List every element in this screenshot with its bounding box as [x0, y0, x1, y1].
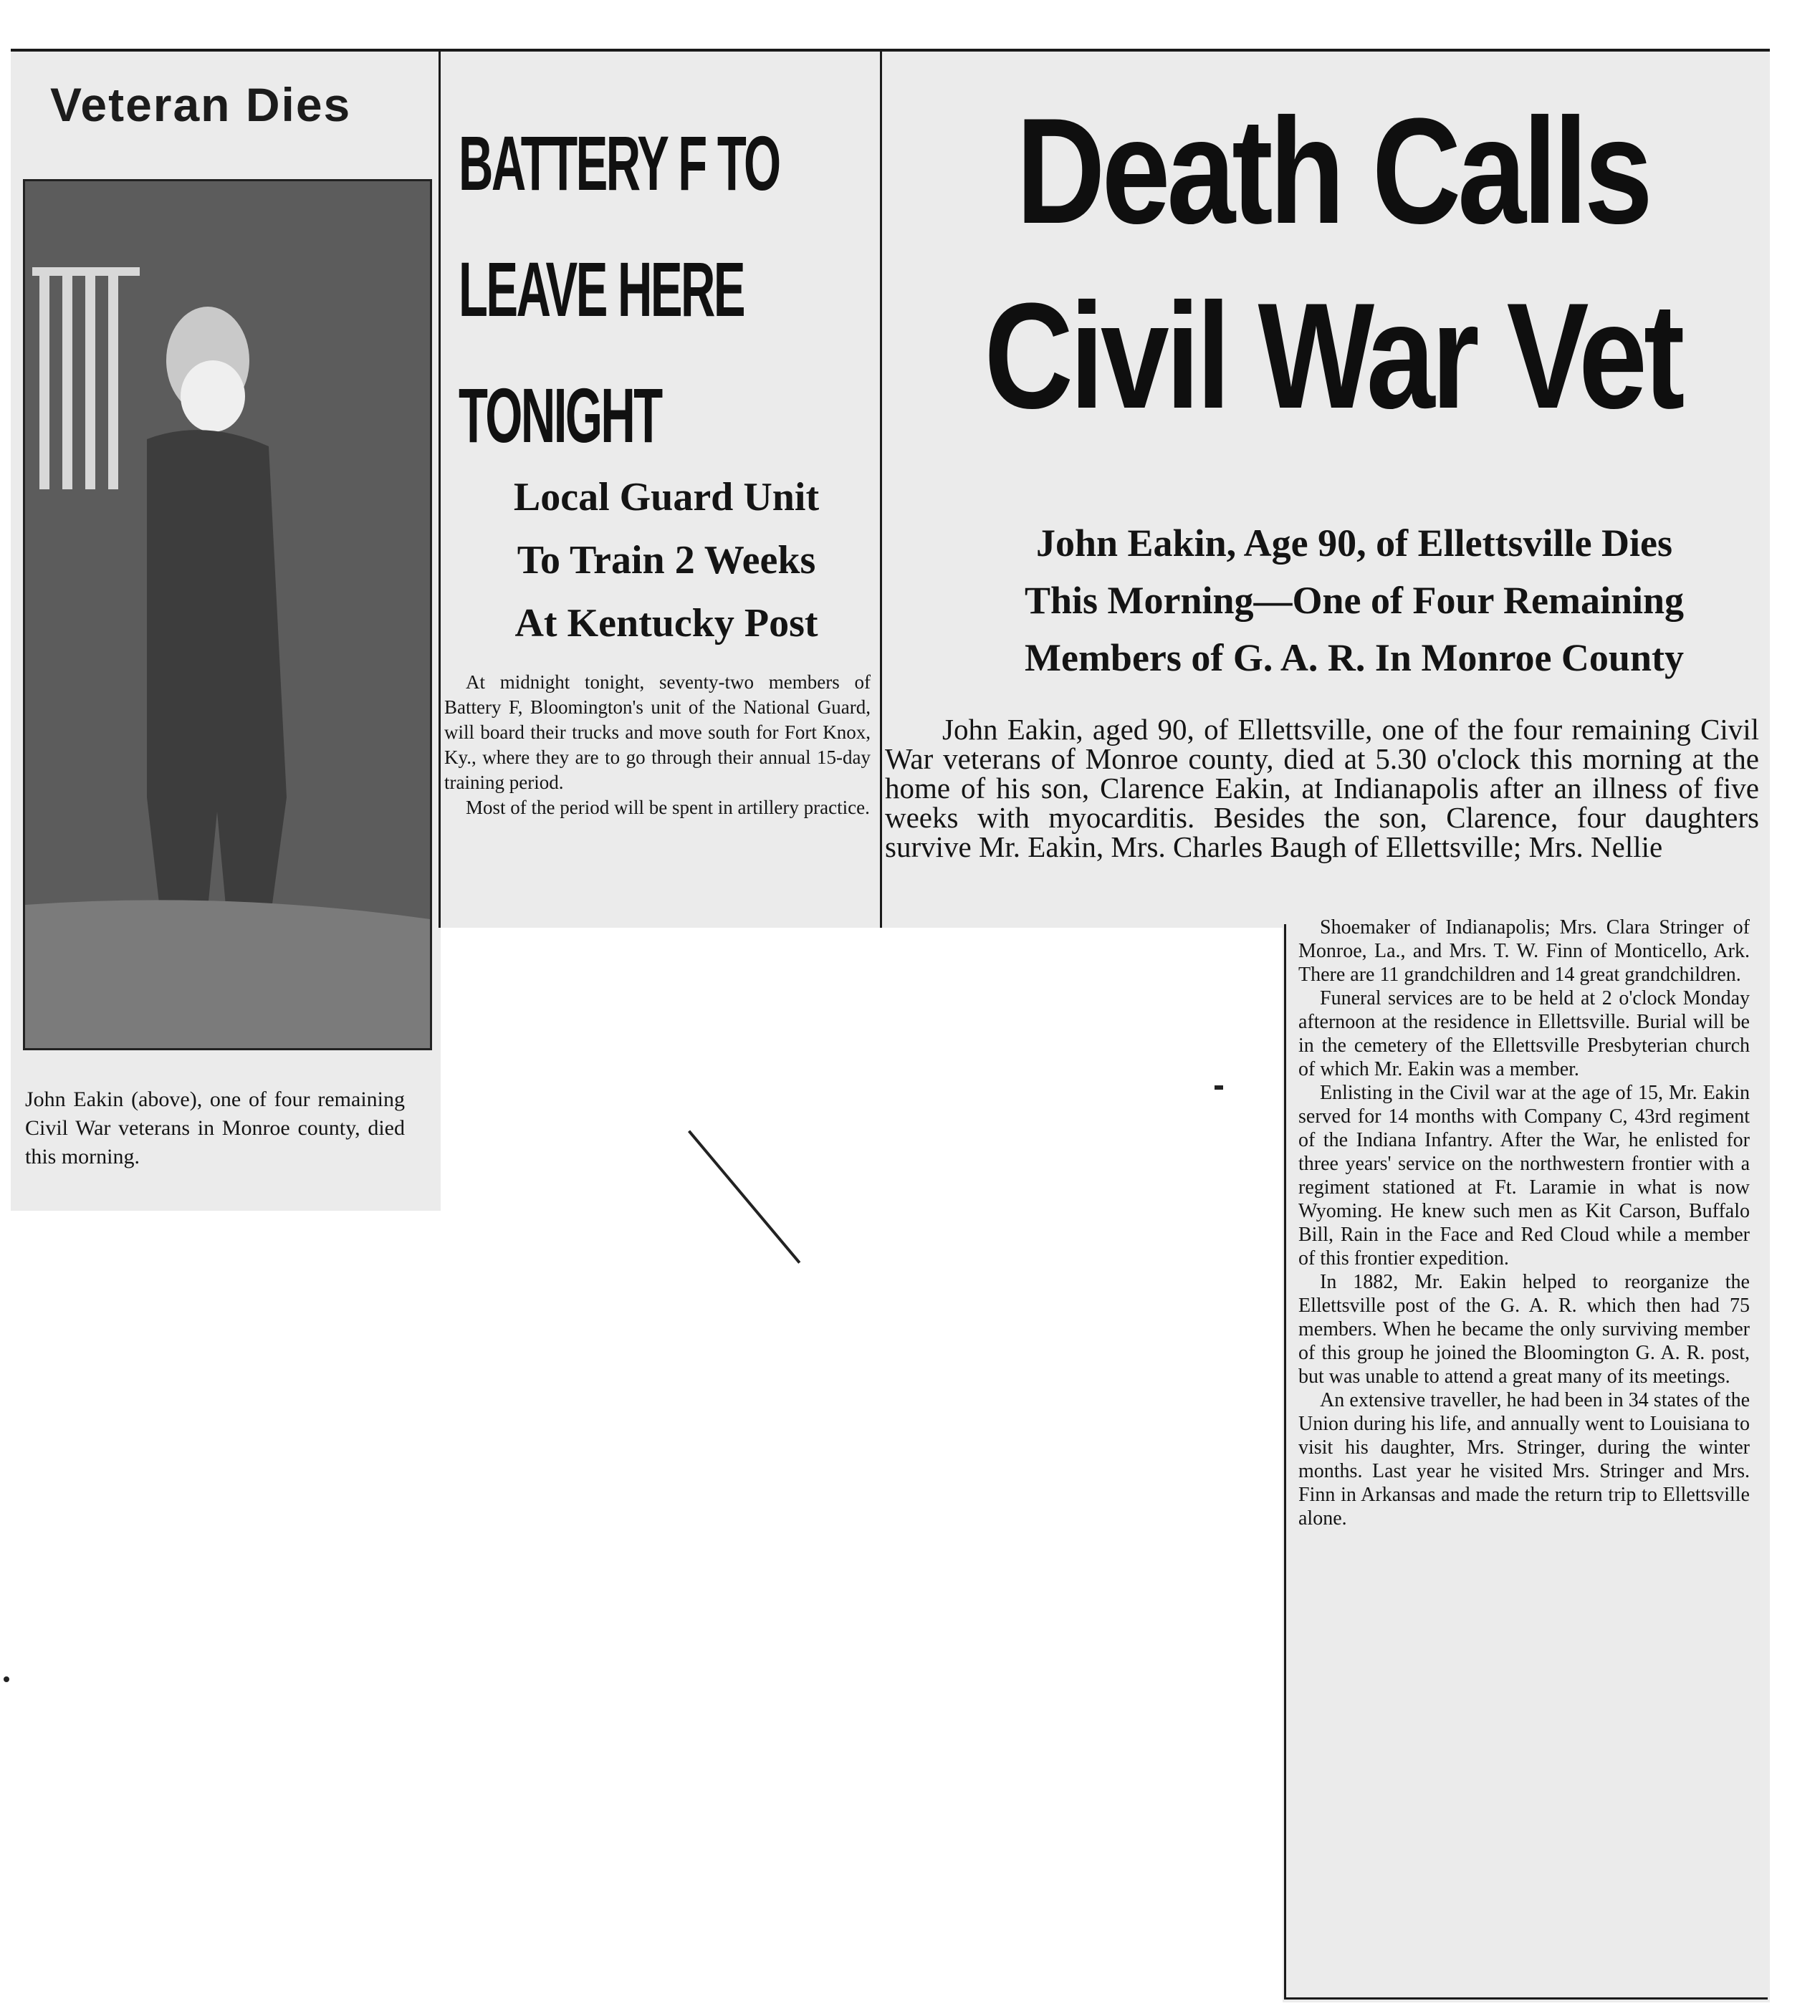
death-lead-paragraph: John Eakin, aged 90, of Ellettsville, one of the four remaining Civil War veterans of Monroe county, died at 5.30 o'clock this morning at the home of his son, Clarence Eakin, at Indianapolis after an illness of five weeks with myocarditis. Besides the son, Clarence, four daughters survive Mr. Eakin, Mrs. Charles Baugh of Ellettsville; Mrs. Nellie [885, 713, 1759, 863]
death-headline [980, 79, 1685, 448]
battery-subhead [473, 466, 860, 655]
article-paragraph: In 1882, Mr. Eakin helped to reorganize the Ellettsville post of the G. A. R. which then had 75 members. When he became the only surviving member of this group he joined the Bloomington G. A. R. post, but was unable to attend a great many of its meetings. [1298, 1271, 1750, 1388]
article-paragraph: Shoemaker of Indianapolis; Mrs. Clara Stringer of Monroe, La., and Mrs. T. W. Finn of Monticello, Ark. There are 11 grandchildren and 14 great grandchildren. [1298, 916, 1750, 986]
scan-mark [1215, 1085, 1223, 1090]
scan-mark [688, 1130, 800, 1263]
death-subhead-line: Members of G. A. R. In Monroe County [1025, 636, 1684, 679]
column-rule-left [439, 50, 441, 928]
battery-headline-line: LEAVE HERE [459, 246, 744, 332]
death-subhead-line: This Morning—One of Four Remaining [1024, 579, 1685, 622]
battery-headline-line: TONIGHT [459, 372, 661, 459]
veteran-heading: Veteran Dies [50, 78, 352, 131]
column-rule-right [1284, 924, 1286, 1999]
article-paragraph: Enlisting in the Civil war at the age of 15, Mr. Eakin served for 14 months with Company C, 43rd regiment of the Indiana Infantry. After the War, he enlisted for three years' service on the northwestern frontier with a regiment stationed at Ft. Laramie in what is now Wyoming. He knew such men as Kit Carson, Buffalo Bill, Rain in the Face and Red Cloud while a member of this frontier expedition. [1298, 1082, 1750, 1269]
top-rule [11, 49, 1770, 52]
death-headline-line: Civil War Vet [984, 272, 1682, 440]
battery-headline-line: BATTERY F TO [459, 120, 780, 206]
article-paragraph: Funeral services are to be held at 2 o'clock Monday afternoon at the residence in Ellettsville. Burial will be in the cemetery of the Ellettsville Presbyterian church of which Mr. Eakin was a member. [1298, 987, 1750, 1080]
column-rule-bottom [1284, 1997, 1768, 2000]
battery-headline [459, 100, 858, 479]
portrait-photo [23, 179, 432, 1050]
article-paragraph: At midnight tonight, seventy-two members of Battery F, Bloomington's unit of the National Guard, will board their trucks and move south for Fort Knox, Ky., where they are to go through their annual 15-day training period. [444, 671, 871, 793]
death-subhead [953, 514, 1756, 686]
death-subhead-line: John Eakin, Age 90, of Ellettsville Dies [1035, 522, 1673, 565]
article-paragraph: An extensive traveller, he had been in 34 states of the Union during his life, and annually went to Louisiana to visit his daughter, Mrs. Stringer, during the winter months. Last year he visited Mrs. Stringer and Mrs. Finn in Arkansas and made the return trip to Ellettsville alone. [1298, 1389, 1750, 1530]
column-rule-middle [880, 50, 882, 928]
battery-subhead-line: To Train 2 Weeks [517, 538, 816, 582]
photo-caption: John Eakin (above), one of four remaining Civil War veterans in Monroe county, died this morning. [25, 1088, 405, 1168]
battery-article-body [444, 670, 871, 820]
death-headline-line: Death Calls [1016, 87, 1649, 255]
death-article-column [1298, 916, 1750, 1530]
battery-subhead-line: At Kentucky Post [514, 601, 818, 645]
portrait-figure-icon [25, 181, 430, 1048]
article-paragraph: Most of the period will be spent in artillery practice. [466, 797, 870, 818]
scan-mark [4, 1676, 9, 1682]
battery-subhead-line: Local Guard Unit [513, 475, 820, 519]
